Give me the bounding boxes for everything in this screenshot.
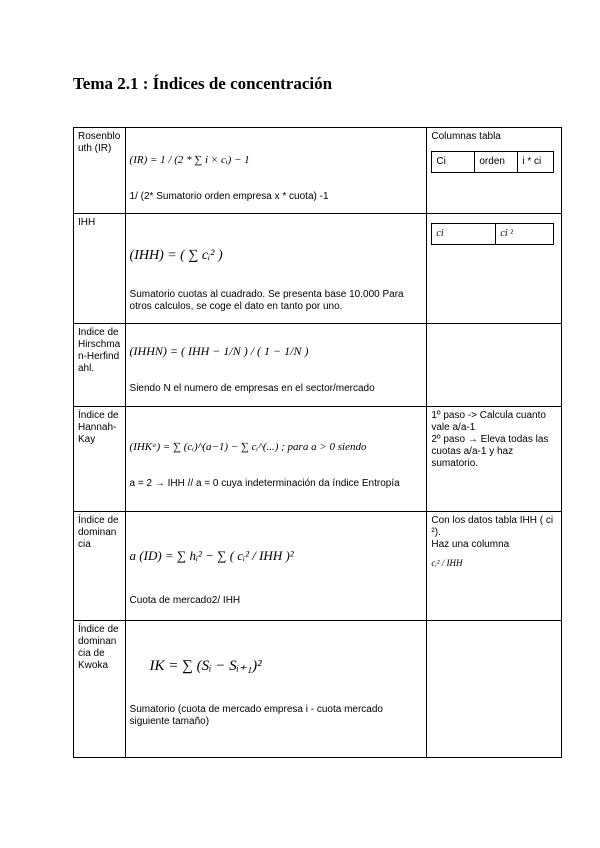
- row-name: Índice de dominan cia: [74, 512, 126, 621]
- row-name: Indice de Hirschma n-Herfind ahl.: [74, 324, 126, 407]
- row-name: Índice de dominan cia de Kwoka: [74, 621, 126, 758]
- formula: a (ID) = ∑ hᵢ² − ∑ ( cᵢ² / IHH )²: [129, 548, 294, 563]
- description: Siendo N el numero de empresas en el sector/mercado: [129, 383, 375, 394]
- columns-mini-table: [431, 151, 554, 173]
- formula: IK = ∑ (Sᵢ − Sᵢ₊₁)²: [149, 658, 262, 674]
- ihh-mini-table: [431, 223, 554, 245]
- indices-table: [73, 127, 562, 758]
- formula: (IHHN) = ( IHH − 1/N ) / ( 1 − 1/N ): [129, 344, 309, 358]
- description: 1/ (2* Sumatorio orden empresa x * cuota) -1: [129, 191, 329, 202]
- row-name: Rosenblo uth (IR): [74, 128, 126, 214]
- col-ci: ci: [432, 224, 496, 245]
- table-row: [74, 621, 562, 758]
- table-row: [74, 214, 562, 324]
- row-name: Índice de Hannah-Kay: [74, 407, 126, 512]
- table-row: [74, 512, 562, 621]
- table-row: [74, 407, 562, 512]
- note-title: Columnas tabla: [431, 131, 501, 142]
- description: a = 2 → IHH // a = 0 cuya indeterminación da índice Entropía: [129, 478, 400, 489]
- page-title: Tema 2.1 : Índices de concentración: [73, 74, 333, 93]
- table-row: [74, 324, 562, 407]
- note: Con los datos tabla IHH ( ci ²). Haz una columna: [431, 515, 554, 550]
- col-ci: Ci: [432, 152, 475, 173]
- formula: (IHKᵅ) = ∑ (cᵢ)^(a−1) − ∑ cᵢ^(...) ; para a > 0 siendo: [129, 441, 367, 453]
- formula: (IR) = 1 / (2 * ∑ i × cᵢ) − 1: [129, 154, 250, 166]
- description: Cuota de mercado2/ IHH: [129, 595, 241, 606]
- row-name: IHH: [74, 214, 126, 324]
- col-orden: orden: [475, 152, 518, 173]
- description: Sumatorio cuotas al cuadrado. Se presenta base 10.000 Para otros calculos, se coge el dato en tanto por uno.: [129, 289, 404, 312]
- description: Sumatorio (cuota de mercado empresa i - cuota mercado siguiente tamaño): [129, 704, 383, 727]
- col-ci-squared: ci ²: [496, 224, 554, 245]
- formula: (IHH) = ( ∑ cᵢ² ): [129, 248, 223, 263]
- table-row: [74, 128, 562, 214]
- note-formula: cᵢ² / IHH: [431, 558, 463, 568]
- col-ici: i * ci: [518, 152, 554, 173]
- note: 1º paso -> Calcula cuanto vale a/a-1 2º paso → Eleva todas las cuotas a/a-1 y haz sumatorio.: [431, 410, 549, 469]
